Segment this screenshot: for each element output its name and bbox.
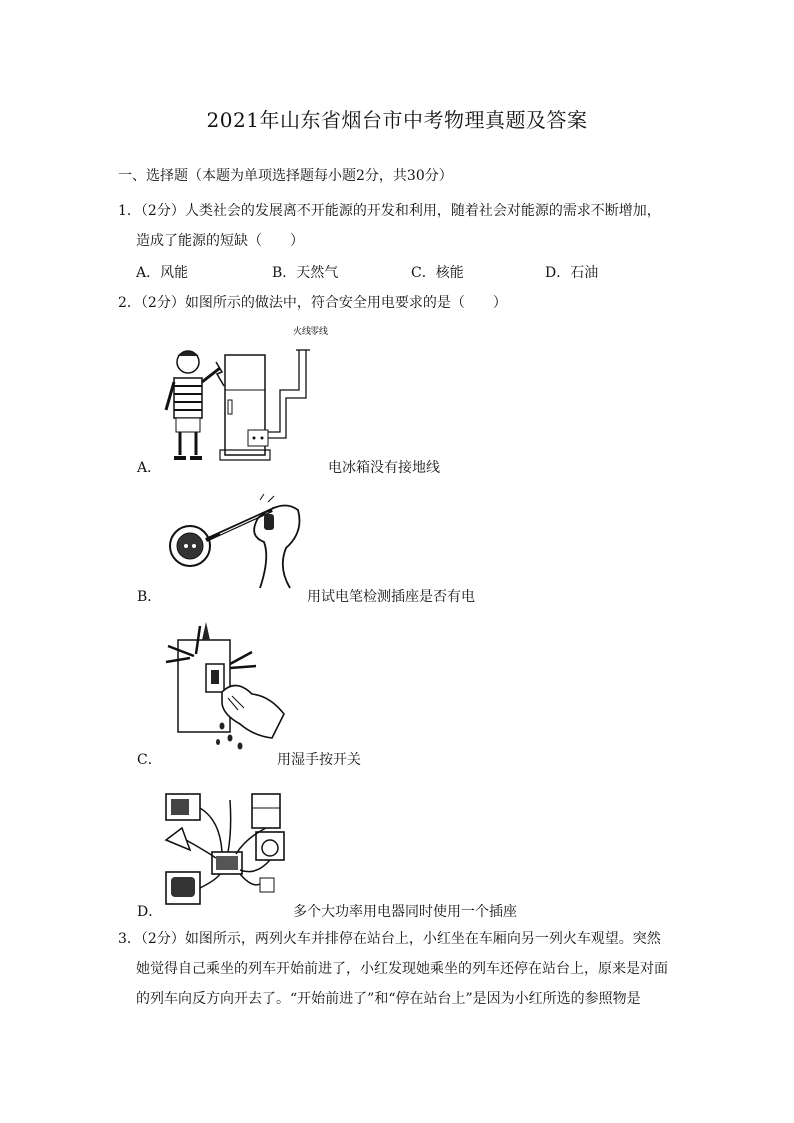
q2-option-d-caption: 多个大功率用电器同时使用一个插座 [293,904,517,920]
q1-option-a: A．风能 [136,265,189,281]
q2-option-c-letter: C． [137,752,162,768]
q3-stem-line3: 的列车向反方向开去了。“开始前进了”和“停在站台上”是因为小红所选的参照物是 [136,991,641,1007]
wire-label-live: 火线 [293,327,312,337]
figure-b-test-pen [160,488,310,593]
q1-option-d: D．石油 [545,265,599,281]
q2-stem: 2．（2分）如图所示的做法中，符合安全用电要求的是（ ） [118,295,507,311]
figure-c-wet-hand [160,618,300,753]
q2-option-a-letter: A． [137,460,162,476]
q2-option-c-caption: 用湿手按开关 [277,752,361,768]
q2-option-b-letter: B． [137,589,162,605]
page-title: 2021年山东省烟台市中考物理真题及答案 [206,108,588,132]
figure-d-overloaded-socket [160,780,300,910]
q2-option-b-caption: 用试电笔检测插座是否有电 [307,589,475,605]
q1-stem-line2: 造成了能源的短缺（ ） [136,233,304,249]
q2-option-d-letter: D． [137,904,163,920]
wire-label-neutral: 零线 [310,327,329,337]
figure-a-fridge [160,320,330,470]
q1-stem-line1: 1．（2分）人类社会的发展离不开能源的开发和利用，随着社会对能源的需求不断增加， [118,203,661,219]
q3-stem-line2: 她觉得自己乘坐的列车开始前进了，小红发现她乘坐的列车还停在站台上，原来是对面 [136,961,668,977]
q2-option-a-caption: 电冰箱没有接地线 [328,460,440,476]
q1-option-c: C．核能 [411,265,464,281]
section-heading: 一、选择题（本题为单项选择题每小题2分，共30分） [118,168,453,184]
q1-option-b: B．天然气 [272,265,339,281]
q3-stem-line1: 3．（2分）如图所示，两列火车并排停在站台上，小红坐在车厢向另一列火车观望。突然 [118,931,661,947]
